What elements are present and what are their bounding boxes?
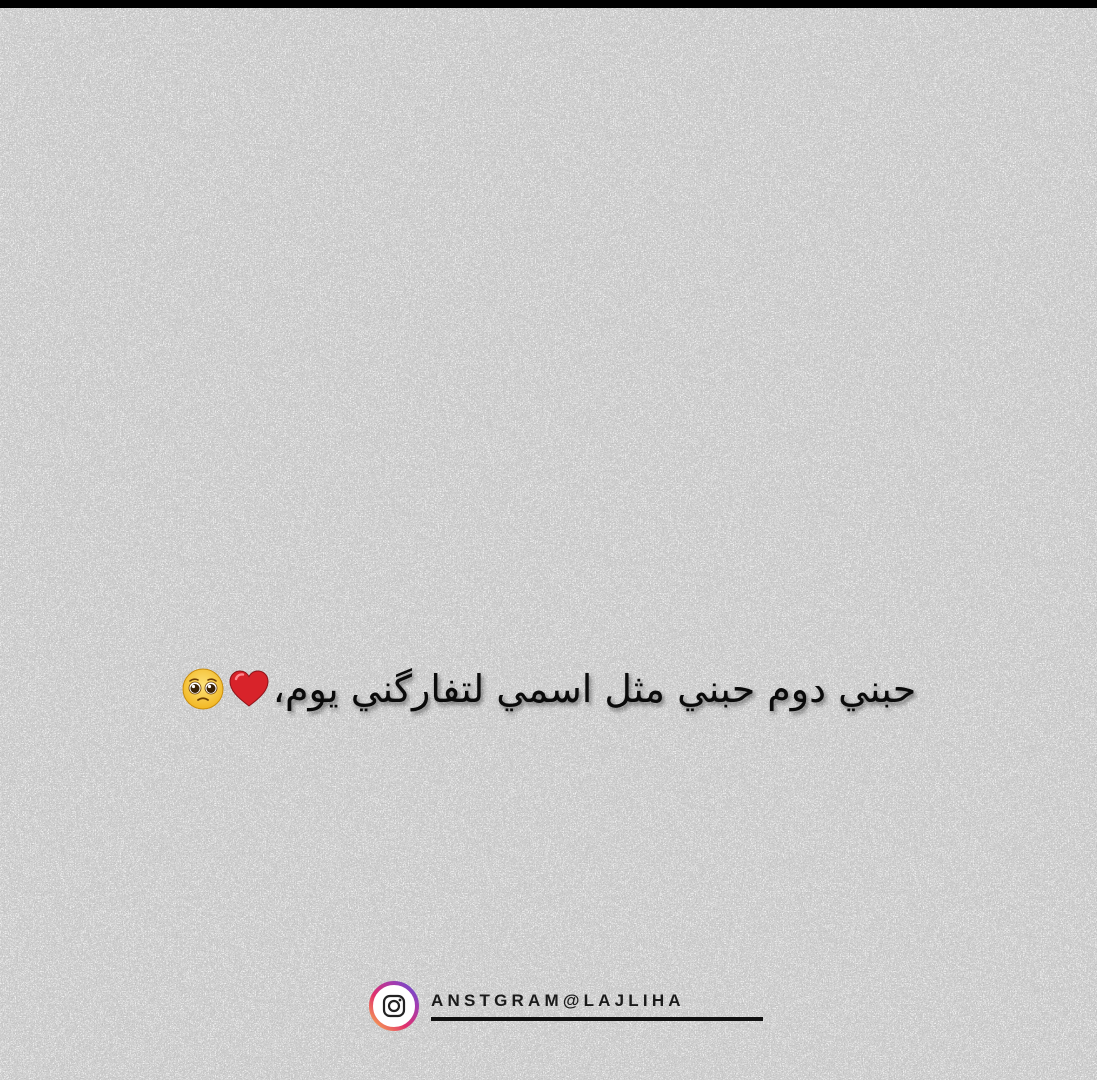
quote-text: حبني دوم حبني مثل اسمي لتفارگني يوم، bbox=[272, 667, 917, 711]
account-watermark bbox=[369, 980, 763, 1032]
instagram-icon bbox=[369, 981, 419, 1031]
handle-underline bbox=[431, 1017, 763, 1021]
instagram-handle: ANSTGRAM@LAJLIHA bbox=[431, 991, 685, 1010]
pleading-face-emoji bbox=[181, 667, 225, 711]
heart-emoji bbox=[227, 667, 271, 711]
top-edge-bar bbox=[0, 0, 1097, 8]
quote-line bbox=[0, 664, 1097, 714]
speckled-background-texture bbox=[0, 8, 1097, 1080]
